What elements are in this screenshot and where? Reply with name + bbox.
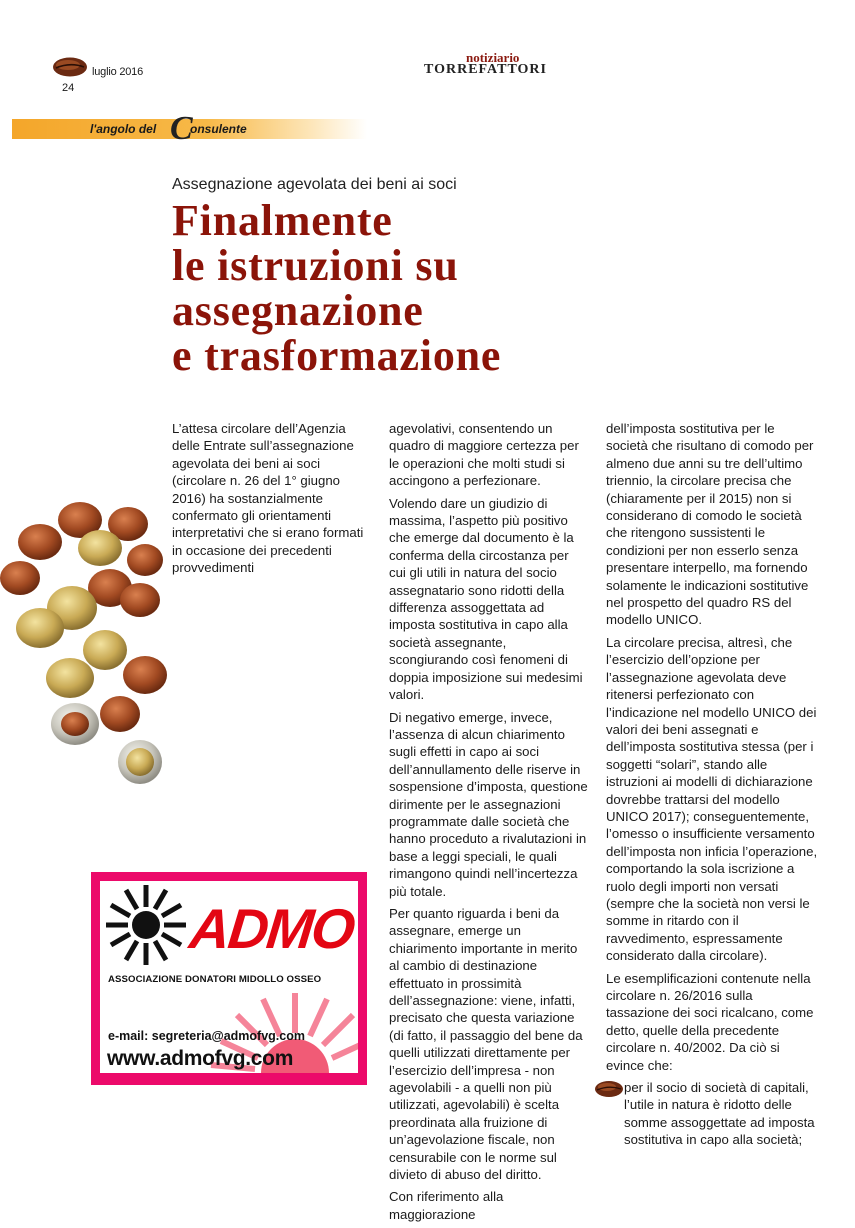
section-label-initial: C: [170, 110, 193, 147]
ad-tagline: ASSOCIAZIONE DONATORI MIDOLLO OSSEO: [108, 974, 322, 985]
ad-panel: [100, 881, 358, 1073]
headline-line: le istruzioni su: [172, 241, 459, 290]
article-column-1: [172, 420, 372, 582]
ad-website[interactable]: www.admofvg.com: [107, 1047, 294, 1070]
bullet-item: [606, 1079, 818, 1149]
paragraph: Con riferimento alla maggiorazione: [389, 1189, 504, 1222]
paragraph: Di negativo emerge, invece, l’assenza di alcun chiarimento sugli effetti in capo ai soci dell’annullamento delle riserve in sospensione d’imposta, questione dirimente per le assegnazioni programmate dalle società che hanno proceduto a rivalutazioni in base a leggi speciali, le quali rimangono quindi nell’incertezza più totale.: [389, 709, 588, 899]
article-column-2: [389, 420, 589, 1228]
bullet-text: per il socio di società di capitali, l’utile in natura è ridotto delle somme assoggettate ad imposta sostitutiva in capo alla società;: [624, 1080, 815, 1148]
admo-logo: ADMO: [186, 897, 357, 960]
headline-line: assegnazione: [172, 286, 424, 335]
paragraph: dell’imposta sostitutiva per le società che risultano di comodo per almeno due anni su tre dell’ultimo triennio, la circolare precisa che (chiaramente per il 2015) non si considerano di comodo le società che ritengono sussistenti le condizioni per non esserlo senza presentare interpello, ma fornendo solamente le indicazioni sostitutive nel prospetto del quadro RS del modello UNICO.: [606, 421, 814, 628]
article-column-3: [606, 420, 818, 1149]
headline-line: e trasformazione: [172, 331, 502, 380]
paragraph: Le esemplificazioni contenute nella circolare n. 26/2016 sulla tassazione dei soci ricalcano, come detto, quelle della precedente circolare n. 40/2002. Da ciò si evince che:: [606, 970, 814, 1073]
coffee-bean-logo-icon: [52, 56, 88, 78]
section-label-start: l'angolo del: [90, 122, 157, 136]
article-headline: [172, 198, 832, 378]
section-label-end: onsulente: [190, 122, 247, 136]
paragraph: La circolare precisa, altresì, che l’esercizio dell’opzione per l’assegnazione agevolata deve ritenersi perfezionato con l’indicazione nel modello UNICO dei valori dei beni assegnati e dell’imposta sostitutiva stessa (per i soggetti “solari”, stando alle istruzioni ai modelli di dichiarazione dovrebbe trattarsi del modello UNICO 2017); conseguentemente, l’omesso o insufficiente versamento dell’imposta non inficia l’operazione, comportando la sola iscrizione a ruolo degli importi non versati (sempre che la società non versi le somme in ritardo con il ravvedimento, espressamente considerato dalla circolare).: [606, 634, 818, 964]
coffee-bean-bullet-icon: [594, 1080, 624, 1098]
headline-line: Finalmente: [172, 196, 393, 245]
coins-image: [0, 500, 170, 790]
paragraph: Per quanto riguarda i beni da assegnare, emerge un chiarimento importante in merito al cambio di destinazione effettuato in prossimità dell’assegnazione: viene, infatti, precisato che questa variazione (di fatto, il passaggio del bene da quelli utilizzati direttamente per l’esercizio dell’impresa - non agevolabili - a quelli non più utilizzati, agevolabili) è scelta preordinata alla fruizione di un’agevolazione fiscale, non censurabile con le norme sul divieto di abuso del diritto.: [389, 905, 583, 1183]
issue-date: luglio 2016: [92, 66, 144, 78]
admo-advertisement: [91, 872, 367, 1085]
page-number: 24: [62, 82, 75, 94]
paragraph: Volendo dare un giudizio di massima, l’aspetto più positivo che emerge dal documento è la conferma della circostanza per cui gli utili in natura del socio assegnatario sono ridotti della differenza assoggettata ad imposta sostitutiva in capo alla società assegnante, scongiurando così fenomeni di doppia imposizione sui medesimi valori.: [389, 495, 583, 703]
magazine-name-small: notiziario: [466, 50, 520, 65]
paragraph: L’attesa circolare dell’Agenzia delle Entrate sull’assegnazione agevolata dei beni ai soci (circolare n. 26 del 1° giugno 2016) ha sostanzialmente confermato gli orientamenti interpretativi che si erano formati in occasione dei precedenti provvedimenti: [172, 421, 364, 576]
magazine-name: TORREFATTORI: [424, 62, 547, 77]
paragraph: agevolativi, consentendo un quadro di maggiore certezza per le operazioni che molti studi si accingono a perfezionare.: [389, 421, 579, 489]
article-kicker: Assegnazione agevolata dei beni ai soci: [172, 176, 457, 193]
ad-email[interactable]: e-mail: segreteria@admofvg.com: [108, 1029, 305, 1043]
